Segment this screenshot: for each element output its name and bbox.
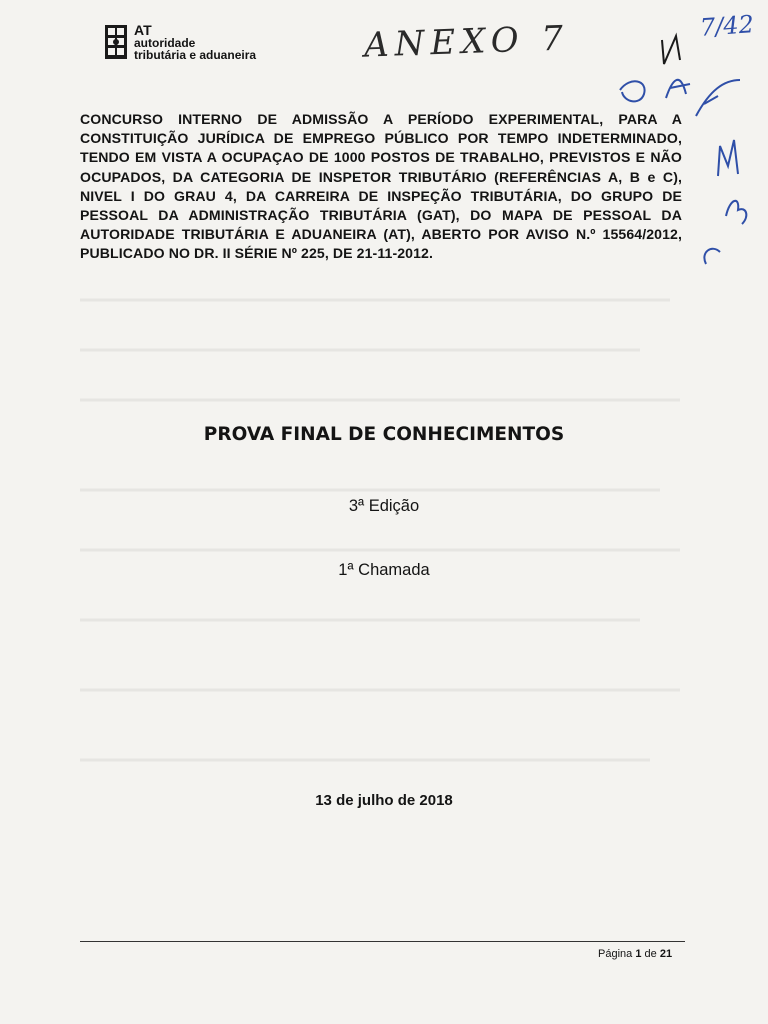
logo-line-1: autoridade bbox=[134, 36, 196, 50]
footer-current-page: 1 bbox=[635, 948, 642, 960]
footer-page-prefix: Página bbox=[598, 948, 633, 960]
at-logo bbox=[104, 24, 256, 61]
logo-line-2: tributária e aduaneira bbox=[134, 48, 257, 62]
page-footer bbox=[598, 948, 672, 960]
handwritten-annex-label: ANEXO 7 bbox=[363, 18, 570, 66]
handwritten-page-reference: 7/42 bbox=[699, 10, 755, 42]
footer-separator: de bbox=[644, 948, 657, 960]
call-label: 1ª Chamada bbox=[338, 561, 430, 579]
exam-date: 13 de julho de 2018 bbox=[315, 792, 453, 809]
logo-abbreviation: AT bbox=[134, 22, 152, 38]
show-through-texture bbox=[80, 290, 690, 820]
at-emblem-icon bbox=[104, 24, 128, 60]
document-title: PROVA FINAL DE CONHECIMENTOS bbox=[203, 424, 565, 445]
competition-heading: CONCURSO INTERNO DE ADMISSÃO A PERÍODO EXPERIMENTAL, PARA A CONSTITUIÇÃO JURÍDICA DE EMPREGO PÚBLICO POR TEMPO INDETERMINADO, TENDO EM VISTA A OCUPAÇAO DE 1000 POSTOS DE TRABALHO, PREVISTOS E NÃO OCUPADOS, DA CATEGORIA DE INSPETOR TRIBUTÁRIO (REFERÊNCIAS A, B e C), NIVEL I DO GRAU 4, DA CARREIRA DE INSPEÇÃO TRIBUTÁRIA, DO GRUPO DE PESSOAL DA ADMINISTRAÇÃO TRIBUTÁRIA (GAT), DO MAPA DE PESSOAL DA AUTORIDADE TRIBUTÁRIA E ADUANEIRA (AT), ABERTO POR AVISO N.º 15564/2012, PUBLICADO NO DR. II SÉRIE Nº 225, DE 21-11-2012. bbox=[80, 111, 682, 262]
footer-total-pages: 21 bbox=[659, 948, 673, 960]
edition-label: 3ª Edição bbox=[348, 497, 420, 515]
footer-divider bbox=[80, 941, 685, 942]
